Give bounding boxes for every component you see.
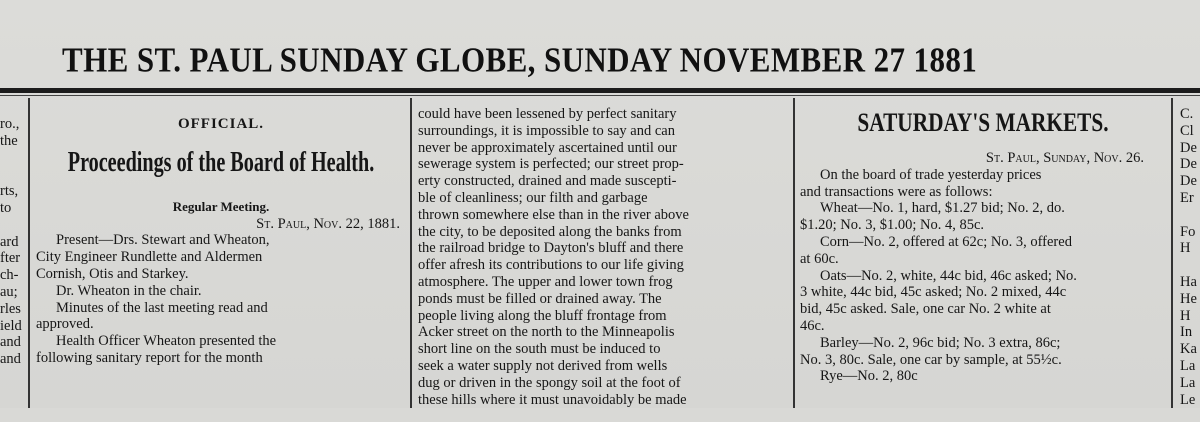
fragment-line: au;	[0, 283, 18, 300]
markets-headline: SATURDAY'S MARKETS.	[857, 108, 1109, 137]
fragment-line: fter	[0, 250, 21, 267]
fragment-line: In	[1180, 324, 1193, 341]
fragment-line: Ka	[1180, 341, 1197, 358]
markets-line: $1.20; No. 3, $1.00; No. 4, 85c.	[800, 217, 985, 234]
article-line: offer afresh its contributions to our life giving	[418, 257, 684, 274]
fragment-line: La	[1180, 374, 1196, 391]
fragment-line	[1180, 257, 1200, 274]
fragment-line: He	[1180, 290, 1197, 307]
article-line: never be approximately ascertained until our	[418, 139, 677, 156]
official-line: Cornish, Otis and Starkey.	[36, 265, 189, 282]
markets-line: On the board of trade yesterday prices	[820, 166, 1042, 183]
official-body	[36, 232, 406, 366]
fragment-line	[1180, 207, 1200, 224]
official-line: City Engineer Rundlette and Aldermen	[36, 249, 263, 266]
fragment-line: Fo	[1180, 223, 1196, 240]
markets-line: at 60c.	[800, 250, 839, 267]
masthead-rule	[0, 88, 1200, 93]
masthead	[0, 0, 1200, 88]
column-1-fragments	[0, 116, 27, 422]
fragment-line: and	[0, 351, 21, 368]
article-line: the city, to be deposited along the banks from	[418, 223, 682, 240]
fragment-line: to	[0, 199, 12, 216]
official-dateline: St. Paul, Nov. 22, 1881.	[256, 215, 400, 232]
fragment-line: the	[0, 132, 18, 149]
markets-line: No. 3, 80c. Sale, one car by sample, at 55½c.	[800, 351, 1062, 368]
fragment-line: rts,	[0, 183, 19, 200]
official-line: following sanitary report for the month	[36, 349, 263, 366]
markets-line: bid, 45c asked. Sale, one car No. 2 white at	[800, 301, 1051, 318]
fragment-line: De	[1180, 139, 1197, 156]
article-line: the railroad bridge to Dayton's bluff and there	[418, 240, 684, 257]
article-line: dug or driven in the spongy soil at the foot of	[418, 374, 681, 391]
fragment-line: Er	[1180, 189, 1194, 206]
fragment-line: C.	[1180, 106, 1194, 122]
article-line: erty constructed, drained and made suscepti-	[418, 173, 677, 190]
fragment-line: and	[0, 334, 21, 351]
fragment-line: ch-	[0, 267, 19, 284]
markets-line: 3 white, 44c bid, 45c asked; No. 2 mixed, 44c	[800, 284, 1067, 301]
fragment-line: La	[1180, 357, 1196, 374]
fragment-line: rles	[0, 300, 21, 317]
column-article	[418, 106, 788, 412]
column-rule-1	[28, 98, 30, 408]
masthead-title: THE ST. PAUL SUNDAY GLOBE, SUNDAY NOVEMBER 27 1881	[62, 40, 978, 80]
article-line: could have been lessened by perfect sanitary	[418, 106, 677, 122]
article-line: seek a water supply not derived from wells	[418, 357, 668, 374]
column-official	[36, 102, 406, 408]
official-headline: Proceedings of the Board of Health.	[67, 146, 375, 178]
markets-dateline: St. Paul, Sunday, Nov. 26.	[985, 150, 1144, 166]
official-line: Dr. Wheaton in the chair.	[56, 282, 202, 299]
article-line: thrown somewhere else than in the river above	[418, 206, 689, 223]
official-line: Health Officer Wheaton presented the	[56, 333, 277, 350]
fragment-line	[0, 217, 27, 234]
article-line: people living along the bluff frontage from	[418, 307, 667, 324]
article-line: ponds must be filled or drained away. The	[418, 290, 662, 307]
official-line: Present—Drs. Stewart and Wheaton,	[56, 232, 270, 249]
markets-line: Oats—No. 2, white, 44c bid, 46c asked; No.	[820, 267, 1077, 284]
fragment-line: De	[1180, 173, 1197, 190]
markets-line: 46c.	[800, 317, 825, 334]
article-line: ble of cleanliness; our filth and garbage	[418, 189, 648, 206]
fragment-line	[0, 166, 27, 183]
masthead-rule-thin	[0, 95, 1200, 96]
article-line: sewerage system is perfected; our street prop-	[418, 156, 684, 173]
fragment-line: H	[1180, 240, 1191, 257]
markets-line: and transactions were as follows:	[800, 183, 993, 200]
official-subhead: Regular Meeting.	[172, 198, 270, 214]
official-line: Minutes of the last meeting read and	[56, 299, 268, 316]
markets-body	[800, 167, 1166, 385]
official-line: approved.	[36, 316, 94, 333]
article-line: atmosphere. The upper and lower town frog	[418, 273, 673, 290]
article-line: surroundings, it is impossible to say and can	[418, 122, 675, 139]
fragment-line: Ha	[1180, 273, 1197, 290]
markets-line: Wheat—No. 1, hard, $1.27 bid; No. 2, do.	[820, 200, 1065, 217]
article-line: short line on the south must be induced to	[418, 341, 661, 358]
fragment-line: ield	[0, 317, 22, 334]
fragment-line: H	[1180, 307, 1191, 324]
fragment-line: ro.,	[0, 116, 20, 132]
article-line: these hills where it must unavoidably be made	[418, 391, 687, 408]
column-markets	[800, 102, 1166, 408]
column-rule-3	[793, 98, 795, 408]
markets-line: Rye—No. 2, 80c	[820, 368, 918, 385]
column-rule-4	[1171, 98, 1173, 408]
fragment-line: De	[1180, 156, 1197, 173]
fragment-line: Cl	[1180, 122, 1194, 139]
fragment-line	[0, 150, 27, 167]
markets-line: Corn—No. 2, offered at 62c; No. 3, offered	[820, 233, 1072, 250]
column-5-fragments	[1180, 106, 1200, 412]
fragment-line: Le	[1180, 391, 1196, 408]
article-line: Acker street on the north to the Minneapolis	[418, 324, 675, 341]
official-heading: OFFICIAL.	[177, 116, 265, 132]
column-rule-2	[410, 98, 412, 408]
markets-line: Barley—No. 2, 96c bid; No. 3 extra, 86c;	[820, 334, 1061, 351]
fragment-line: ard	[0, 233, 19, 250]
